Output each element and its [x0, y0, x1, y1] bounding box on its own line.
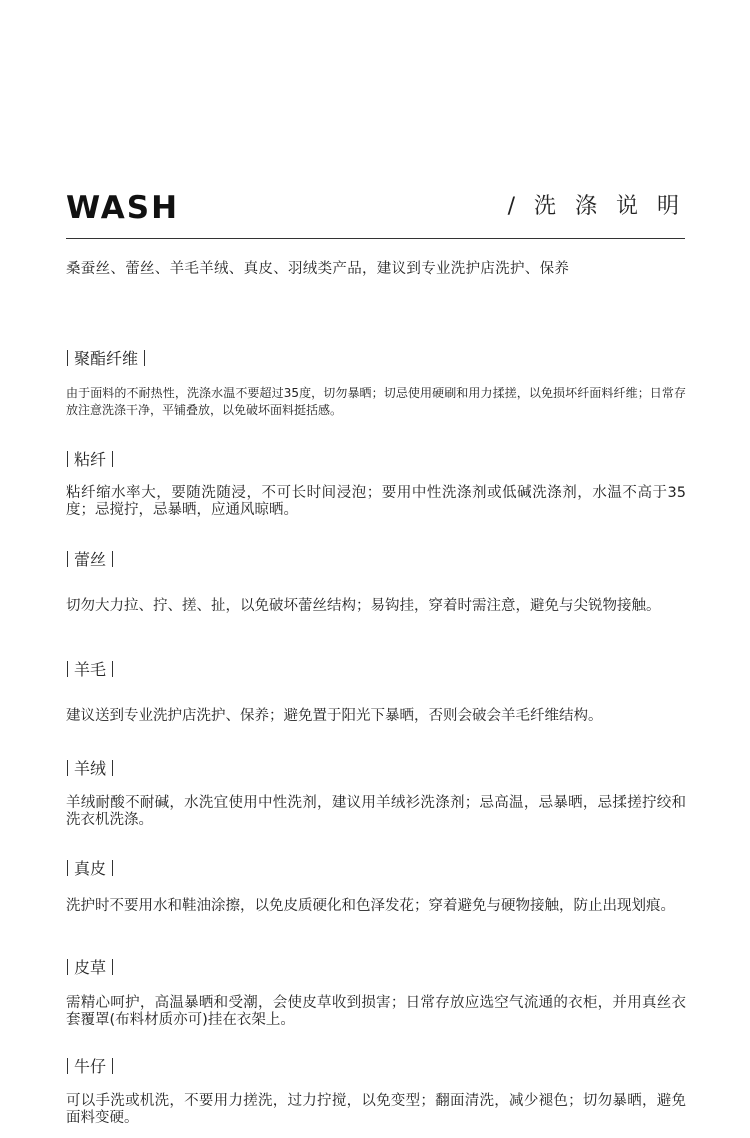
section-wool: [66, 659, 686, 724]
title-bar-left: [67, 860, 68, 876]
section-viscose: [66, 449, 686, 518]
section-title: [66, 1056, 686, 1078]
title-bar-right: [112, 451, 113, 467]
title-bar-right: [112, 760, 113, 776]
section-fur: [66, 957, 686, 1028]
title-bar-left: [67, 760, 68, 776]
title-bar-left: [67, 350, 68, 366]
section-title: [66, 449, 686, 471]
section-denim: [66, 1056, 686, 1126]
title-bar-left: [67, 1058, 68, 1074]
section-title: [66, 659, 686, 681]
title-bar-right: [144, 350, 145, 366]
section-leather: [66, 858, 686, 914]
title-bar-right: [112, 959, 113, 975]
section-title-text: 聚酯纤维: [74, 349, 139, 368]
section-title: [66, 348, 686, 370]
title-bar-right: [112, 860, 113, 876]
title-bar-left: [67, 451, 68, 467]
section-title-text: 羊毛: [74, 660, 107, 679]
header-divider: [66, 238, 685, 239]
section-body: 可以手洗或机洗，不要用力搓洗，过力拧搅，以免变型；翻面清洗，减少褪色；切勿暴晒，避免面料变硬。: [66, 1093, 686, 1126]
section-title: [66, 549, 686, 571]
section-title: [66, 758, 686, 780]
section-title-text: 羊绒: [74, 759, 107, 778]
title-bar-right: [112, 551, 113, 567]
section-cashmere: [66, 758, 686, 828]
page-title: WASH: [66, 190, 180, 226]
section-title-text: 牛仔: [74, 1057, 107, 1076]
section-body: 切勿大力拉、拧、搓、扯，以免破坏蕾丝结构；易钩挂，穿着时需注意，避免与尖锐物接触。: [66, 598, 661, 614]
title-bar-right: [112, 1058, 113, 1074]
section-title-text: 皮草: [74, 958, 107, 977]
title-bar-right: [112, 661, 113, 677]
section-lace: [66, 549, 686, 614]
intro-text: 桑蚕丝、蕾丝、羊毛羊绒、真皮、羽绒类产品，建议到专业洗护店洗护、保养: [66, 261, 570, 277]
section-body: 建议送到专业洗护店洗护、保养；避免置于阳光下暴晒，否则会破会羊毛纤维结构。: [66, 708, 603, 724]
page-header: [66, 188, 685, 228]
section-body: 粘纤缩水率大，要随洗随浸，不可长时间浸泡；要用中性洗涤剂或低碱洗涤剂，水温不高于35度；忌搅拧，忌暴晒，应通风晾晒。: [66, 485, 686, 518]
page-subtitle: / 洗 涤 说 明: [507, 194, 685, 219]
section-body: 需精心呵护，高温暴晒和受潮，会使皮草收到损害；日常存放应选空气流通的衣柜，并用真丝衣套覆罩(布料材质亦可)挂在衣架上。: [66, 995, 686, 1028]
title-bar-left: [67, 661, 68, 677]
section-body: 由于面料的不耐热性，洗涤水温不要超过35度，切勿暴晒；切忌使用硬刷和用力揉搓，以免损坏纤面料纤维；日常存放注意洗涤干净，平铺叠放，以免破坏面料挺括感。: [66, 386, 686, 417]
title-bar-left: [67, 551, 68, 567]
section-body: 羊绒耐酸不耐碱，水洗宜使用中性洗剂，建议用羊绒衫洗涤剂；忌高温，忌暴晒，忌揉搓拧绞和洗衣机洗涤。: [66, 795, 686, 828]
section-title: [66, 858, 686, 880]
title-bar-left: [67, 959, 68, 975]
section-title-text: 粘纤: [74, 450, 107, 469]
section-title-text: 真皮: [74, 859, 107, 878]
section-polyester: [66, 348, 686, 417]
section-title: [66, 957, 686, 979]
section-body: 洗护时不要用水和鞋油涂擦，以免皮质硬化和色泽发花；穿着避免与硬物接触，防止出现划痕。: [66, 898, 675, 914]
section-title-text: 蕾丝: [74, 550, 107, 569]
